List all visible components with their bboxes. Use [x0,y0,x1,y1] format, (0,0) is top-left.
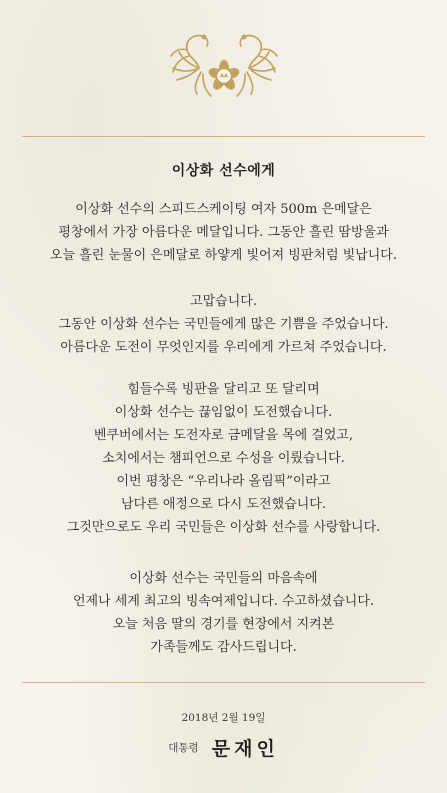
text-line: 힘들수록 빙판을 달리고 또 달리며 [127,382,320,397]
signature-block [0,734,447,761]
text-line: 소치에서는 챔피언으로 수성을 이뤘습니다. [102,451,345,466]
text-line: 아름다운 도전이 무엇인지를 우리에게 가르쳐 주었습니다. [60,340,387,355]
paragraph-1 [20,198,427,267]
text-line: 이번 평창은 “우리나라 올림픽”이라고 [116,474,331,489]
text-line: 오늘 흘린 눈물이 은메달로 하얗게 빛어져 빙판처럼 빛납니다. [49,248,397,263]
text-line: 이상화 선수의 스피드스케이팅 여자 500m 은메달은 [75,202,372,217]
text-line: 이상화 선수는 국민들의 마음속에 [129,571,318,586]
text-line: 남다른 애정으로 다시 도전했습니다. [121,497,326,512]
bottom-divider [22,682,425,683]
text-line: 평창에서 가장 아름다운 메달입니다. 그동안 흘린 땀방울과 [58,225,389,240]
letter-title: 이상화 선수에게 [171,163,276,179]
paragraph-3 [20,378,427,539]
letter-date: 2018년 2월 19일 [181,712,266,724]
signer-title: 대통령 [168,742,199,754]
top-divider [22,136,425,137]
text-line: 오늘 처음 딸의 경기를 현장에서 지켜본 [112,617,335,632]
paragraph-4 [20,567,427,659]
text-line: 벤쿠버에서는 도전자로 금메달을 목에 걸었고, [93,428,354,443]
text-line: 고맙습니다. [190,294,257,309]
text-line: 그동안 이상화 선수는 국민들에게 많은 기쁨을 주었습니다. [58,317,389,332]
phoenix-mugunghwa-seal-icon [163,28,285,104]
paragraph-2 [20,290,427,359]
text-line: 이상화 선수는 끊임없이 도전했습니다. [114,405,333,420]
text-line: 그것만으로도 우리 국민들은 이상화 선수를 사랑합니다. [66,520,381,535]
text-line: 언제나 세계 최고의 빙속여제입니다. 수고하셨습니다. [72,594,375,609]
signer-name: 문재인 [211,738,279,760]
text-line: 가족들께도 감사드립니다. [150,640,297,655]
